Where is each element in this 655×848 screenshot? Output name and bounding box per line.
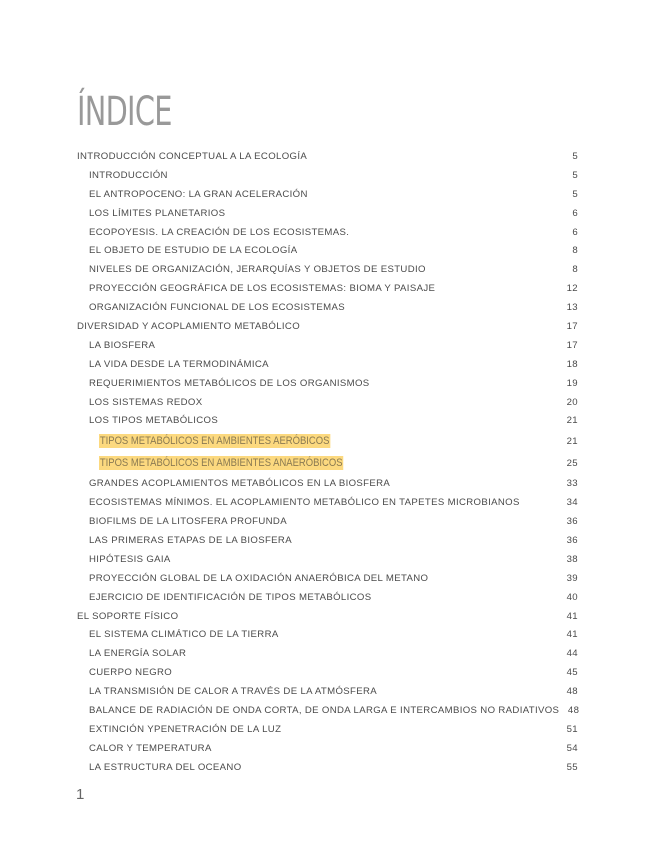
toc-entry-label: ORGANIZACIÓN FUNCIONAL DE LOS ECOSISTEMAS bbox=[89, 302, 346, 314]
toc-entry-page: 36 bbox=[566, 534, 578, 546]
toc-entry-page: 36 bbox=[566, 516, 578, 528]
toc-entry[interactable] bbox=[77, 474, 578, 493]
toc-entry[interactable] bbox=[77, 550, 578, 569]
toc-entry-label: BIOFILMS DE LA LITOSFERA PROFUNDA bbox=[89, 516, 287, 528]
toc-entry[interactable] bbox=[77, 317, 578, 336]
toc-entry-label: CALOR Y TEMPERATURA bbox=[89, 742, 212, 754]
toc-entry[interactable] bbox=[77, 298, 578, 317]
toc-entry-label: LAS PRIMERAS ETAPAS DE LA BIOSFERA bbox=[89, 534, 292, 546]
toc-entry[interactable] bbox=[77, 185, 578, 204]
toc-entry-label: ECOSISTEMAS MÍNIMOS. EL ACOPLAMIENTO METABÓLICO EN TAPETES MICROBIANOS bbox=[89, 497, 520, 509]
toc-entry[interactable] bbox=[77, 531, 578, 550]
toc-entry[interactable] bbox=[77, 393, 578, 412]
toc-entry-label: LOS SISTEMAS REDOX bbox=[89, 396, 203, 408]
toc-entry-label: TIPOS METABÓLICOS EN AMBIENTES ANAERÓBICOS bbox=[99, 457, 343, 470]
toc-entry[interactable] bbox=[77, 374, 578, 393]
toc-entry-page: 48 bbox=[566, 686, 578, 698]
toc-entry-label: TIPOS METABÓLICOS EN AMBIENTES AERÓBICOS bbox=[99, 435, 330, 448]
toc-entry-page: 19 bbox=[566, 377, 578, 389]
toc-entry-page: 21 bbox=[566, 415, 578, 427]
table-of-contents bbox=[77, 147, 578, 777]
toc-entry-label: LA VIDA DESDE LA TERMODINÁMICA bbox=[89, 358, 269, 370]
toc-entry[interactable] bbox=[77, 644, 578, 663]
toc-entry-label: CUERPO NEGRO bbox=[89, 667, 173, 679]
toc-entry-label: INTRODUCCIÓN bbox=[89, 169, 168, 181]
toc-entry-label: EJERCICIO DE IDENTIFICACIÓN DE TIPOS METABÓLICOS bbox=[89, 591, 372, 603]
toc-entry[interactable] bbox=[77, 336, 578, 355]
toc-entry-page: 40 bbox=[566, 591, 578, 603]
toc-entry-label: LA BIOSFERA bbox=[89, 339, 156, 351]
toc-entry[interactable] bbox=[77, 625, 578, 644]
toc-entry-page: 41 bbox=[566, 629, 578, 641]
toc-entry-label: DIVERSIDAD Y ACOPLAMIENTO METABÓLICO bbox=[77, 320, 301, 332]
toc-entry-page: 17 bbox=[566, 339, 578, 351]
toc-entry-page: 44 bbox=[566, 648, 578, 660]
toc-entry[interactable] bbox=[77, 512, 578, 531]
toc-entry[interactable] bbox=[77, 241, 578, 260]
page-title: ÍNDICE bbox=[77, 89, 172, 135]
toc-entry[interactable] bbox=[77, 607, 578, 626]
toc-entry-page: 6 bbox=[572, 226, 578, 238]
toc-entry[interactable] bbox=[77, 147, 578, 166]
toc-entry-label: NIVELES DE ORGANIZACIÓN, JERARQUÍAS Y OBJETOS DE ESTUDIO bbox=[89, 264, 426, 276]
toc-entry-label: INTRODUCCIÓN CONCEPTUAL A LA ECOLOGÍA bbox=[77, 150, 308, 162]
toc-entry-page: 12 bbox=[566, 283, 578, 295]
toc-entry[interactable] bbox=[77, 569, 578, 588]
toc-entry-label: ECOPOYESIS. LA CREACIÓN DE LOS ECOSISTEMAS. bbox=[89, 226, 350, 238]
toc-entry-page: 18 bbox=[566, 358, 578, 370]
toc-entry-page: 6 bbox=[572, 207, 578, 219]
toc-entry[interactable] bbox=[77, 588, 578, 607]
toc-entry[interactable] bbox=[77, 452, 578, 474]
toc-entry-label: EL OBJETO DE ESTUDIO DE LA ECOLOGÍA bbox=[89, 245, 298, 257]
toc-entry-label: BALANCE DE RADIACIÓN DE ONDA CORTA, DE ONDA LARGA E INTERCAMBIOS NO RADIATIVOS bbox=[89, 704, 560, 716]
toc-entry-page: 34 bbox=[566, 497, 578, 509]
toc-entry-page: 25 bbox=[566, 457, 578, 469]
toc-entry-page: 5 bbox=[572, 188, 578, 200]
toc-entry[interactable] bbox=[77, 260, 578, 279]
toc-entry-page: 48 bbox=[567, 704, 580, 716]
toc-entry-label: HIPÓTESIS GAIA bbox=[89, 553, 171, 565]
toc-entry-label: LA TRANSMISIÓN DE CALOR A TRAVÉS DE LA ATMÓSFERA bbox=[89, 686, 377, 698]
toc-entry-page: 21 bbox=[566, 435, 578, 447]
toc-entry[interactable] bbox=[77, 663, 578, 682]
toc-entry-label: LA ESTRUCTURA DEL OCEANO bbox=[89, 761, 242, 773]
toc-entry-page: 41 bbox=[566, 610, 578, 622]
toc-entry[interactable] bbox=[77, 166, 578, 185]
toc-entry[interactable] bbox=[77, 430, 578, 452]
toc-entry-label: GRANDES ACOPLAMIENTOS METABÓLICOS EN LA BIOSFERA bbox=[89, 478, 391, 490]
toc-entry[interactable] bbox=[77, 279, 578, 298]
toc-entry-label: EXTINCIÓN YPENETRACIÓN DE LA LUZ bbox=[89, 723, 282, 735]
toc-entry-label: EL ANTROPOCENO: LA GRAN ACELERACIÓN bbox=[89, 188, 308, 200]
toc-entry-page: 5 bbox=[572, 150, 578, 162]
toc-entry[interactable] bbox=[77, 701, 578, 720]
toc-entry-page: 54 bbox=[566, 742, 578, 754]
toc-entry-page: 17 bbox=[566, 320, 578, 332]
toc-entry[interactable] bbox=[77, 739, 578, 758]
toc-entry-page: 5 bbox=[572, 169, 578, 181]
toc-entry-label: EL SOPORTE FÍSICO bbox=[77, 610, 179, 622]
toc-entry[interactable] bbox=[77, 204, 578, 223]
toc-entry-page: 13 bbox=[566, 302, 578, 314]
toc-entry[interactable] bbox=[77, 720, 578, 739]
toc-entry[interactable] bbox=[77, 223, 578, 242]
toc-entry-label: LOS TIPOS METABÓLICOS bbox=[89, 415, 219, 427]
toc-entry[interactable] bbox=[77, 682, 578, 701]
toc-entry-page: 33 bbox=[566, 478, 578, 490]
toc-entry-label: EL SISTEMA CLIMÁTICO DE LA TIERRA bbox=[89, 629, 279, 641]
toc-entry-label: PROYECCIÓN GEOGRÁFICA DE LOS ECOSISTEMAS: BIOMA Y PAISAJE bbox=[89, 283, 436, 295]
toc-entry-label: LOS LÍMITES PLANETARIOS bbox=[89, 207, 226, 219]
toc-entry[interactable] bbox=[77, 493, 578, 512]
toc-entry[interactable] bbox=[77, 355, 578, 374]
page-number: 1 bbox=[76, 786, 85, 803]
toc-entry-label: LA ENERGÍA SOLAR bbox=[89, 648, 187, 660]
toc-entry[interactable] bbox=[77, 758, 578, 777]
toc-entry-page: 20 bbox=[566, 396, 578, 408]
toc-entry-page: 45 bbox=[566, 667, 578, 679]
toc-entry-page: 39 bbox=[566, 572, 578, 584]
toc-entry-page: 38 bbox=[566, 553, 578, 565]
toc-entry-page: 8 bbox=[572, 245, 578, 257]
toc-entry-page: 55 bbox=[566, 761, 578, 773]
toc-entry-page: 8 bbox=[572, 264, 578, 276]
toc-entry-label: PROYECCIÓN GLOBAL DE LA OXIDACIÓN ANAERÓBICA DEL METANO bbox=[89, 572, 429, 584]
toc-entry-label: REQUERIMIENTOS METABÓLICOS DE LOS ORGANISMOS bbox=[89, 377, 370, 389]
toc-entry[interactable] bbox=[77, 411, 578, 430]
toc-entry-page: 51 bbox=[566, 723, 578, 735]
